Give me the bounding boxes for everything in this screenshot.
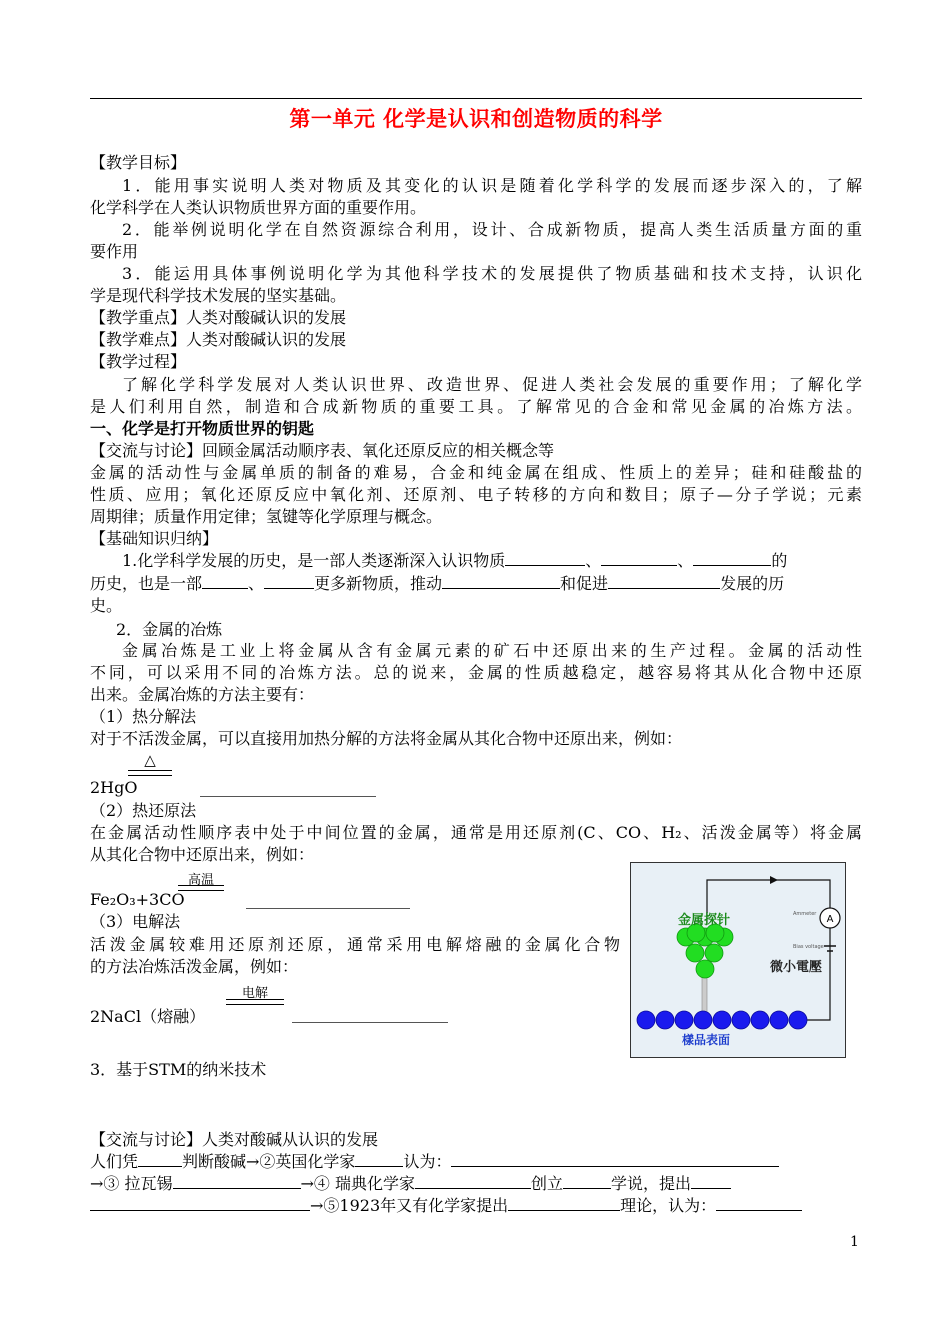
acid-base-line-1: 人们凭 判断酸碱→②英国化学家 认为： xyxy=(90,1151,862,1173)
fill-blank[interactable] xyxy=(264,574,314,589)
heat-triangle-icon: △ xyxy=(144,751,156,769)
fill-blank[interactable] xyxy=(90,1196,310,1211)
fill-blank[interactable] xyxy=(563,1174,611,1189)
equation-arrow xyxy=(226,999,284,1005)
svg-text:Ammeter: Ammeter xyxy=(793,911,817,917)
voltage-label: 微小電壓 xyxy=(770,960,823,975)
fill-blank[interactable] xyxy=(601,551,677,566)
equation-arrow xyxy=(128,770,172,776)
objective-3-line-1: 3．能运用具体事例说明化学为其他科学技术的发展提供了物质基础和技术支持，认识化 xyxy=(122,264,862,283)
probe-label: 金属探针 xyxy=(678,913,731,928)
method-3-heading: （3）电解法 xyxy=(90,912,181,931)
svg-text:Bias voltage: Bias voltage xyxy=(793,944,824,950)
fill-blank[interactable] xyxy=(693,551,771,566)
product-blank[interactable] xyxy=(292,1022,448,1023)
process-intro-line-1: 了解化学科学发展对人类认识世界、改造世界、促进人类社会发展的重要作用；了解化学 xyxy=(122,375,862,394)
method-2-heading: （2）热还原法 xyxy=(90,801,197,820)
fill-blank[interactable] xyxy=(138,1152,182,1167)
knowledge-1-line-3: 史。 xyxy=(90,596,123,615)
knowledge-3-heading: 3．基于STM的纳米技术 xyxy=(90,1060,267,1079)
difficulty: 【教学难点】人类对酸碱认识的发展 xyxy=(90,330,347,349)
product-blank[interactable] xyxy=(246,908,410,909)
section-2-discuss: 【交流与讨论】人类对酸碱从认识的发展 xyxy=(90,1130,379,1149)
fill-blank[interactable] xyxy=(415,1174,531,1189)
discuss-line-2: 性质、应用；氧化还原反应中氧化剂、还原剂、电子转移的方向和数目；原子—分子学说；元素 xyxy=(90,485,862,504)
discuss-line-3: 周期律；质量作用定律；氢键等化学原理与概念。 xyxy=(90,507,443,526)
key-point: 【教学重点】人类对酸碱认识的发展 xyxy=(90,308,347,327)
fill-blank[interactable] xyxy=(355,1152,403,1167)
surface-atoms xyxy=(637,1011,807,1029)
method-3-formula: 2NaCl（熔融） xyxy=(90,1007,206,1026)
objectives-heading: 【教学目标】 xyxy=(90,153,187,172)
section-1-heading: 一、化学是打开物质世界的钥匙 xyxy=(90,419,315,438)
objective-3-line-2: 学是现代科学技术发展的坚实基础。 xyxy=(90,286,347,305)
fill-blank[interactable] xyxy=(202,574,248,589)
page-title: 第一单元 化学是认识和创造物质的科学 xyxy=(289,107,663,131)
fill-blank[interactable] xyxy=(451,1152,779,1167)
method-1-heading: （1）热分解法 xyxy=(90,707,197,726)
objective-2-line-2: 要作用 xyxy=(90,242,139,261)
page-number: 1 xyxy=(850,1234,859,1250)
section-1-discuss: 【交流与讨论】回顾金属活动顺序表、氧化还原反应的相关概念等 xyxy=(90,441,555,460)
knowledge-1-line-2: 历史，也是一部 、 更多新物质，推动 和促进 发展的历 xyxy=(90,574,785,593)
fill-blank[interactable] xyxy=(505,551,585,566)
discuss-line-1: 金属的活动性与金属单质的制备的难易，合金和纯金属在组成、性质上的差异；硅和硅酸盐的 xyxy=(90,463,862,482)
objective-1-line-2: 化学科学在人类认识物质世界方面的重要作用。 xyxy=(90,198,427,217)
acid-base-line-3: →⑤1923年又有化学家提出 理论，认为： xyxy=(90,1195,862,1217)
probe-stem xyxy=(702,974,707,1012)
fill-blank[interactable] xyxy=(442,574,560,589)
knowledge-2-para-line-3: 出来。金属冶炼的方法主要有： xyxy=(90,685,315,704)
method-2-desc-line-2: 从其化合物中还原出来，例如： xyxy=(90,845,315,864)
method-3-desc-line-1: 活泼金属较难用还原剂还原，通常采用电解熔融的金属化合物 xyxy=(90,935,620,954)
knowledge-2-para-line-1: 金属冶炼是工业上将金属从含有金属元素的矿石中还原出来的生产过程。金属的活动性 xyxy=(122,641,862,660)
fill-blank[interactable] xyxy=(608,574,720,589)
objective-2-line-1: 2．能举例说明化学在自然资源综合利用，设计、合成新物质，提高人类生活质量方面的重 xyxy=(122,220,862,239)
knowledge-2-para-line-2: 不同，可以采用不同的冶炼方法。总的说来，金属的性质越稳定，越容易将其从化合物中还原 xyxy=(90,663,862,682)
fill-blank[interactable] xyxy=(508,1196,620,1211)
equation-arrow xyxy=(178,885,224,891)
fill-blank[interactable] xyxy=(716,1196,802,1211)
condition-electrolysis: 电解 xyxy=(241,986,268,1001)
surface-label: 樣品表面 xyxy=(682,1033,731,1047)
method-1-desc: 对于不活泼金属，可以直接用加热分解的方法将金属从其化合物中还原出来，例如： xyxy=(90,729,683,748)
method-1-formula: 2HgO xyxy=(90,778,138,797)
objective-1-line-1: 1．能用事实说明人类对物质及其变化的认识是随着化学科学的发展而逐步深入的，了解 xyxy=(122,176,862,195)
method-2-desc-line-1: 在金属活动性顺序表中处于中间位置的金属，通常是用还原剂(C、CO、H₂、活泼金属等）将金属 xyxy=(90,823,862,842)
process-heading: 【教学过程】 xyxy=(90,352,187,371)
knowledge-1-line-1: 1.化学科学发展的历史，是一部人类逐渐深入认识物质 、 、 的 xyxy=(122,551,788,570)
fill-blank[interactable] xyxy=(173,1174,301,1189)
knowledge-2-heading: 2．金属的冶炼 xyxy=(116,620,223,639)
condition-high-temp: 高温 xyxy=(187,873,214,888)
basics-heading: 【基础知识归纳】 xyxy=(90,529,219,548)
fill-blank[interactable] xyxy=(691,1174,731,1189)
stm-diagram xyxy=(630,862,846,1058)
svg-text:A: A xyxy=(826,914,834,925)
method-3-desc-line-2: 的方法冶炼活泼金属，例如： xyxy=(90,957,299,976)
acid-base-line-2: →③ 拉瓦锡 →④ 瑞典化学家 创立 学说，提出 xyxy=(90,1173,862,1195)
header-rule xyxy=(90,98,862,99)
product-blank[interactable] xyxy=(200,796,376,797)
process-intro-line-2: 是人们利用自然，制造和合成新物质的重要工具。了解常见的合金和常见金属的冶炼方法。 xyxy=(90,397,862,416)
method-2-formula: Fe₂O₃+3CO xyxy=(90,890,185,909)
